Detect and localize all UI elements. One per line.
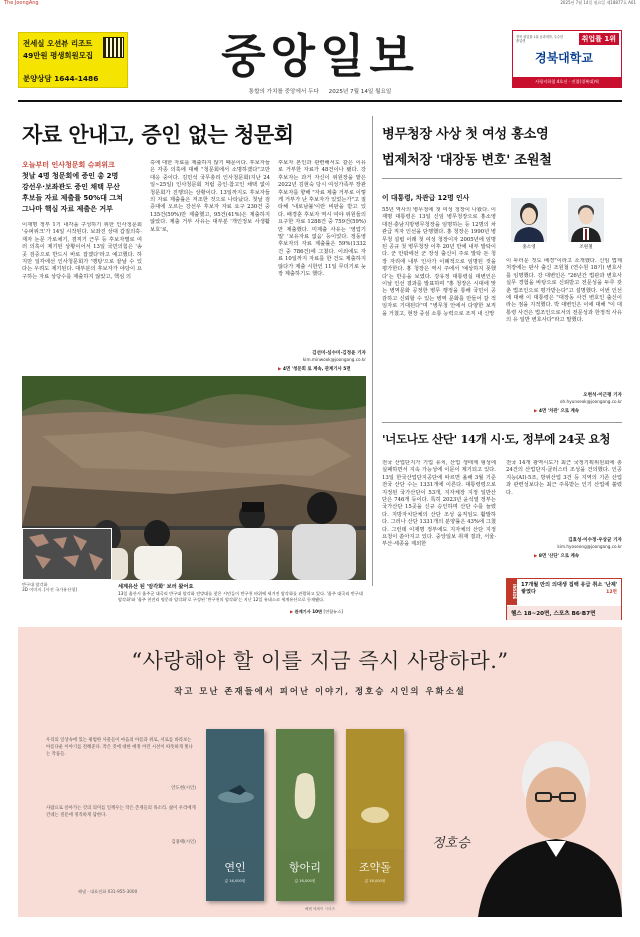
lead-subheads — [22, 160, 142, 215]
story3-col-2: 전국 14개 광역시도가 최근 국정기획위원회에 총 24건의 산업단지·클러스터 조성을 건의했다. 인공지능(AI)·5조, 방위산업 3건 등 지역의 기존 산업과 관련성보다는 최근 주목받는 인기 산업에 쏠렸다. — [506, 460, 622, 496]
person-body-shape — [134, 546, 182, 580]
lead-col-1: 이재명 정부 1기 내각을 구성하기 위한 인사청문회 '슈퍼위크'가 14일 시작된다. 보좌진 상대 갑질의혹·재자 논문 가로채기, 겸직기 근무 등 후보자별로 여러 의혹이 제기된 상황이어서 13일 국민의힘은 '송곳 검증으로 반드시 바로 잡겠다'라고 예고했다. 하지만 일각에선 인사청문회가 '맹탕'으로 끝날 수 있다는 우려도 제기된다. 대부분의 후보자가 야당이 요구하는 자료 상당수를 제출하지 않았고, 핵심 의 — [22, 222, 142, 280]
book-ad-headline: “사랑해야 할 이를 지금 즉시 사랑하라.” — [131, 649, 509, 673]
photo-caption: 13일 울산시 울주군 대곡리 반구대 암각화 전망대를 찾은 시민들이 반구천 바위에 새겨진 암각화를 관람하고 있다. '울주 대곡리 반구대 암각화'와 '울주 천전리 명문과 암각화'로 구성된 '반구천의 암각화'는 지난 12일 유네스코 세계유산으로 등재됐다. — [118, 591, 363, 602]
ad-right-copy: 경북 취업률 1위 공과대학, 우수한 졸업생 — [516, 35, 564, 43]
story3-cont-page: 8면 — [538, 554, 547, 559]
lead-sub-kicker: 오늘부터 인사청문회 슈퍼위크 — [22, 161, 115, 169]
inset-petroglyph-image — [22, 528, 112, 580]
story3-continued[interactable] — [534, 553, 579, 559]
brand-small: The JoongAng — [4, 0, 39, 6]
story3-col-1: 전국 산업단지가 기업 유치, 산업 생태계 형성에 실패하면서 지속 가능성에 이문이 제기되고 있다. 13일 한국산업단지공단에 따르면 올해 3월 기준 전국 산단 수는 1331개에 이른다. 대통령령으로 지정된 국가산단이 53개, 지자체장 지정 일반산단은 746개 등이다. 특히 2023년 윤석열 정부는 국가산단 15곳을 신규 승인하며 산단 수를 늘렸다. 지방자치단체의 산단 조성 움직임도 활발하다. 그러나 산단 1331개의 분양률은 43%에 그쳤다. 그런데 이재명 정부에도 지자체의 산단 지정 요청이 쏟아지고 있다. 중앙일보 취재 결과, 서울·부산·세종을 제외한 — [382, 460, 496, 548]
portrait-cho — [568, 198, 604, 242]
author-portrait-icon — [438, 707, 622, 917]
story2-rule — [382, 178, 622, 179]
ad-right-station: 사평지하철 4호선 · 진접(경복대)역 — [513, 77, 621, 87]
inside-page: 12면 — [606, 590, 617, 595]
story2-col-2: 이 두터운 것도 배경"이라고 소개했다. 신임 법제처장에는 판사 출신 조원철 (연수원 18기) 변호사를 임명했다. 강 대변인은 "26년간 법관과 변호사 실무 경험을 바탕으로 신뢰받고 전문성을 두루 갖춘 법조인으로 평가받는다"고 설명했다. 이번 인선에 대해 이 대통령은 "대장동 사건 변호인 출신이라는 점을 지적했다. 박 대변인은 이에 대해 "이 대통령 사건은 법조인으로서의 전문성과 한정적 사유의 유 일반 변호사다"라고 말했다. — [506, 258, 622, 324]
author-signature: 정호승 — [432, 836, 470, 851]
book-ad[interactable] — [18, 627, 622, 917]
main-photo[interactable] — [22, 376, 366, 580]
lead-col-2: 혹에 대한 자료를 제출하지 않기 때문이다. 후보자들은 각종 의혹에 대해 "청문회에서 소명하겠다"고만 대응 중이다. 김민석 국무총리 인사청문회(지난 24일~25일) 인사청문회 처럼 증인·참고인 채택 없이 청문회가 진행되는 상황이다. 13일까지도 후보자들의 자료 제출률은 저조한 것으로 나타났다. 첫날 검증대에 오르는 강선우 후보자 자료 요구 230건 중 135건(59%)만 제출했고, 95건(41%)은 제출하지 않았다. 제출 거부 사유는 대부분 '개인정보 사생활 보호'로, — [150, 160, 270, 233]
petroglyph-3d-shape — [23, 529, 111, 579]
book-cover-hangari[interactable] — [276, 729, 334, 901]
masthead-slogan: 통합의 가치를 중앙에서 두다 — [248, 89, 319, 95]
photo-credit: [연합뉴스] — [323, 609, 343, 614]
story2-sub: 이 대통령, 차관급 12명 인사 — [382, 194, 470, 202]
person-body-shape — [292, 524, 356, 580]
lead-sub-line: 후보들 자료 제출률 50%대 그쳐 — [22, 194, 123, 202]
author-photo — [438, 707, 622, 917]
book-ad-blurb-2-source: 김용택(시인) — [171, 840, 196, 845]
book-title-yeonin: 연인 — [224, 861, 246, 874]
story3-cont-text: '산단' 으로 계속 — [547, 554, 579, 559]
book-price-yeonin: 값 16,000원 — [224, 879, 246, 883]
story3-byline: 김효성·이수정·우상균 기자 — [568, 538, 622, 543]
lead-headline: 자료 안내고, 증인 없는 청문회 — [22, 122, 294, 147]
lead-cont-text: '청문회 로 계속, 관계기사 5면 — [291, 367, 351, 372]
book-ad-blurb-1-source: 안도현(시인) — [171, 786, 196, 791]
book-ad-publisher: 해냄 · 대표전화 031-955-3000 — [78, 889, 138, 894]
lead-continued[interactable] — [278, 366, 366, 372]
book-price-hangari: 값 16,000원 — [294, 879, 316, 883]
lead-sub-line: 그나마 핵심 자료 제출은 거부 — [22, 205, 113, 213]
person-body-shape — [228, 528, 278, 580]
masthead-title: 중앙일보 — [221, 29, 419, 83]
story2-email[interactable]: oh.hyunseok@joongang.co.kr — [560, 399, 622, 404]
lead-cont-page: 4면 — [282, 367, 291, 372]
inside-sections: 헬스 18~20면, 스포츠 B6·B7면 — [507, 606, 621, 620]
person-head-shape — [144, 520, 170, 548]
jar-icon — [276, 729, 334, 849]
photo-caption-title: 세계유산 된 '암각화' 보러 왔어요 — [118, 584, 194, 590]
column-divider — [372, 116, 373, 586]
lead-email[interactable]: kim.minwook@joongang.co.kr — [302, 357, 366, 362]
book-title-hangari: 항아리 — [289, 861, 321, 874]
story2-byline: 오현석·이근평 기자 — [583, 393, 622, 398]
arrow-right-icon: ▶ — [534, 554, 538, 559]
inset-caption: 반구대 암각화 3D 이미지. [사진 국가유산청] — [22, 582, 77, 593]
binoculars-icon — [242, 502, 264, 512]
ad-left-line2: 49만원 평생회원모집 — [23, 51, 93, 60]
inside-label: INSIDE — [507, 579, 517, 605]
story2-col-1: 55년 역사의 병무청에 첫 여성 청장이 나왔다. 이재명 대통령은 13일 신임 병무청장으로 홍소영 대전·충남지방병무청장을 임명하는 등 12명의 차관급 직자 인선을 단행했다. 홍 청장은 1990년 병무청 설립 이래 첫 여성 청장이자 2005년에 임명된 공규 첫 병무청장 이후 20년 만에 내부 발탁이다. 군 안팎에선 군 장성 출신이 주로 발탁 돈 청장 자리에 내부 인사가 이례적으로 임명된 것을 평가한다. 홍 청장은 역시 주에서 '예상하지 못했다'는 반응을 보였다. 강유정 대통령실 대변인은 이날 인선 결과를 발표하며 "홍 청장은 시대에 맞는 병역문화 공정한 병무 행정을 통해 국민이 공감하고 신뢰할 수 있는 병역 문화를 만들어 갈 적임자로 기대된다"며 "병무청 안에서 다양한 보직을 거쳤고, 현장 중심 소통 능력으로 조직 내 신망 — [382, 207, 496, 317]
person-portrait-icon — [568, 198, 604, 242]
portrait-name-hong: 홍소영 — [522, 245, 536, 250]
story2-cont-text: '차관' 으로 계속 — [547, 409, 579, 414]
photo-related-text: 관계기사 10면 — [294, 609, 323, 614]
story2-continued[interactable] — [534, 408, 579, 414]
story2-cont-page: 4면 — [538, 409, 547, 414]
book-ad-blurb-1: 우리의 일상속에 있는 평범한 사물들이 마음의 아픔과 위로, 서로를 바라보는 아름다운 이야기를 전해준다. 작은 것에 대한 애정 어린 시선이 따뜻하게 빛나는 작품들. — [46, 738, 193, 757]
book-ad-subtitle: 작고 모난 존재들에서 피어난 이야기, 정호승 시인의 우화소설 — [174, 686, 466, 696]
lead-sub-line: 첫날 4명 청문회에 증인 총 2명 — [22, 172, 119, 180]
portrait-hong — [511, 198, 547, 242]
book-price-joyakdol: 값 16,000원 — [364, 879, 386, 883]
pebble-icon — [346, 729, 404, 849]
story2-headline-1: 병무청장 사상 첫 여성 홍소영 — [382, 127, 549, 142]
story3-headline: '너도나도 산단' 14개 시·도, 정부에 24곳 요청 — [382, 432, 611, 446]
ad-right-school: 경북대학교 — [535, 51, 593, 65]
masthead-date: 2025년 7월 14일 월요일 — [328, 89, 392, 95]
book-ad-footer: 해냄 에세이 시리즈 — [304, 907, 336, 911]
lead-sub-line: 강선우·보좌관도 증인 채택 무산 — [22, 183, 120, 191]
person-portrait-icon — [511, 198, 547, 242]
book-ad-blurb-2: 사람으로 살아가는 것의 의미를 일깨우는 작은 존재들의 목소리. 삶이 우리에게 건네는 질문에 정직하게 답한다. — [46, 806, 196, 818]
date-small: 2025년 7월 14일 월요일 제18877호 A01 — [560, 0, 636, 5]
portrait-name-cho: 조원철 — [579, 245, 593, 250]
book-cover-yeonin[interactable] — [206, 729, 264, 901]
arrow-right-icon: ▶ — [534, 409, 538, 414]
lead-col-3: 후보자 본인과 관련해서도 같은 이유로 거부한 자료가 48건이나 됐다. 강 후보자는 과거 자신이 위원장을 맡은 2022년 김현숙 당시 여성가족부 장관 후보자를 향해 "자료 제출 거부로 이렇게 거부가 난 후보자가 있었는가"고 질타해 '내로남불'이란 비판을 받고 있다. 배경훈 후보자 역시 여야 위원들의 요구한 자료 1288건 중 759건(59%)만 제출했다. 미제출 사유는 '영업기밀' '보유자료 없음' 등이었다. 정동영 후보자의 자료 제출률은 59%(1332건 중 786건)에 그쳤다. 이외에도 자료 10일까지 자료를 한 건도 제출하지 않다가 제출 시한인 11일 무더기로 늦장 제출하기도 했다. — [278, 160, 366, 278]
book-title-joyakdol: 조약돌 — [359, 861, 391, 874]
book-illustration-icon — [206, 729, 264, 849]
ad-left-line1: 전세실 오션뷰 리조트 — [23, 39, 93, 48]
story3-rule — [382, 422, 622, 423]
ad-left-phone: 분양상담 1644-1486 — [23, 74, 99, 83]
lead-byline: 김선미·심수미·김정윤 기자 — [312, 351, 366, 356]
story2-headline-2: 법제처장 '대장동 변호' 조원철 — [382, 153, 552, 168]
inside-text: 17개월 만의 의대생 집백 유급 취소 '난제' 쌓였다 — [521, 582, 618, 595]
masthead-subline — [0, 87, 640, 95]
ad-right-badge: 취업률 1위 — [579, 33, 619, 45]
masthead-ad-right[interactable] — [512, 30, 622, 88]
person-head-shape — [307, 492, 337, 524]
arrow-right-icon: ▶ — [278, 367, 282, 372]
story3-email[interactable]: kim.hyoseong@joongang.co.kr — [557, 544, 622, 549]
inside-box[interactable] — [506, 578, 622, 620]
masthead-rule — [18, 100, 622, 102]
book-cover-joyakdol[interactable] — [346, 729, 404, 901]
photo-related[interactable] — [290, 609, 343, 615]
trees-shape — [22, 376, 366, 414]
arrow-right-icon: ▶ — [290, 609, 294, 614]
